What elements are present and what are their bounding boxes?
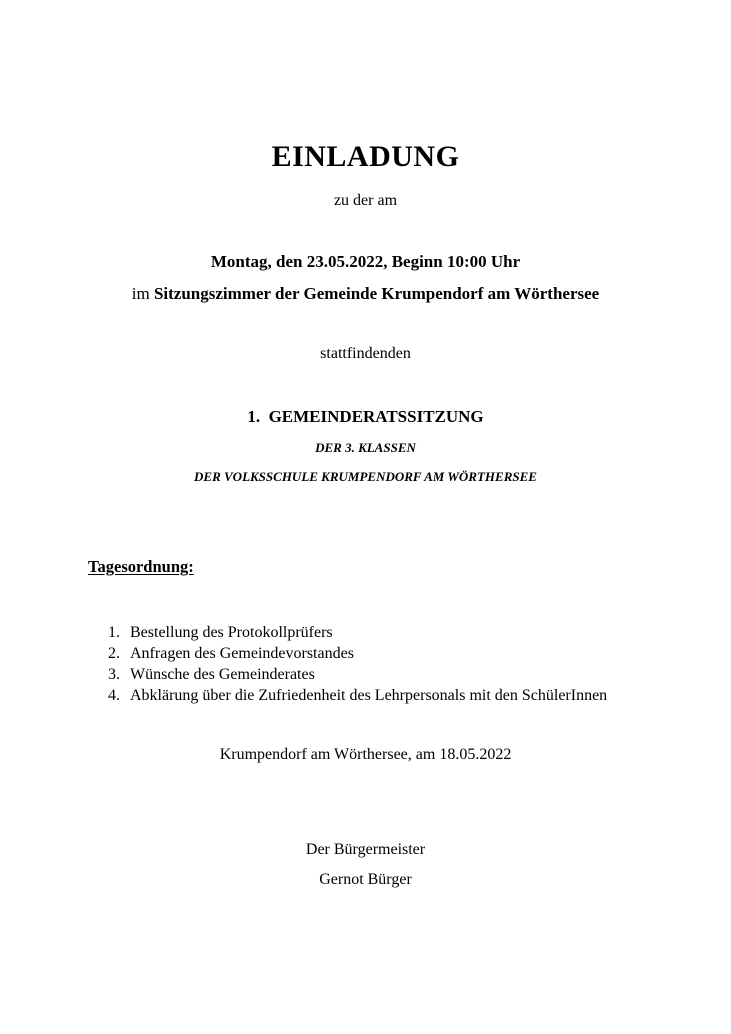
agenda-list — [102, 622, 607, 706]
session-line-2: DER 3. KLASSEN — [315, 440, 416, 455]
agenda-item-text: Anfragen des Gemeindevorstandes — [130, 645, 354, 662]
agenda-item-number: 2. — [108, 645, 120, 662]
agenda-item-text: Abklärung über die Zufriedenheit des Lehrpersonals mit den SchülerInnen — [130, 687, 608, 704]
agenda-item-number: 1. — [108, 624, 120, 641]
location-prefix: im — [131, 284, 150, 303]
session-number: 1. — [247, 407, 261, 426]
agenda-item — [102, 685, 607, 706]
agenda-item — [102, 664, 607, 685]
session-line-3: DER VOLKSSCHULE KRUMPENDORF AM WÖRTHERSEE — [194, 469, 537, 484]
agenda-item — [102, 622, 607, 643]
agenda-heading: Tagesordnung: — [88, 557, 194, 576]
signature-name: Gernot Bürger — [319, 871, 412, 888]
agenda-item-number: 3. — [108, 666, 120, 683]
meeting-suffix: stattfindenden — [320, 345, 411, 362]
agenda-item-text: Wünsche des Gemeinderates — [130, 666, 315, 683]
meeting-location: Sitzungszimmer der Gemeinde Krumpendorf am Wörthersee — [153, 284, 600, 303]
signature-role: Der Bürgermeister — [305, 841, 426, 858]
agenda-item-number: 4. — [108, 687, 120, 704]
agenda-item — [102, 643, 607, 664]
document-title: EINLADUNG — [271, 140, 460, 173]
session-title — [0, 407, 731, 427]
agenda-item-text: Bestellung des Protokollprüfers — [130, 624, 333, 641]
place-date: Krumpendorf am Wörthersee, am 18.05.2022 — [219, 746, 512, 763]
meeting-location-line — [0, 284, 731, 304]
meeting-datetime: Montag, den 23.05.2022, Beginn 10:00 Uhr — [210, 252, 521, 271]
session-name: GEMEINDERATSSITZUNG — [268, 407, 484, 426]
intro-text: zu der am — [333, 192, 398, 209]
